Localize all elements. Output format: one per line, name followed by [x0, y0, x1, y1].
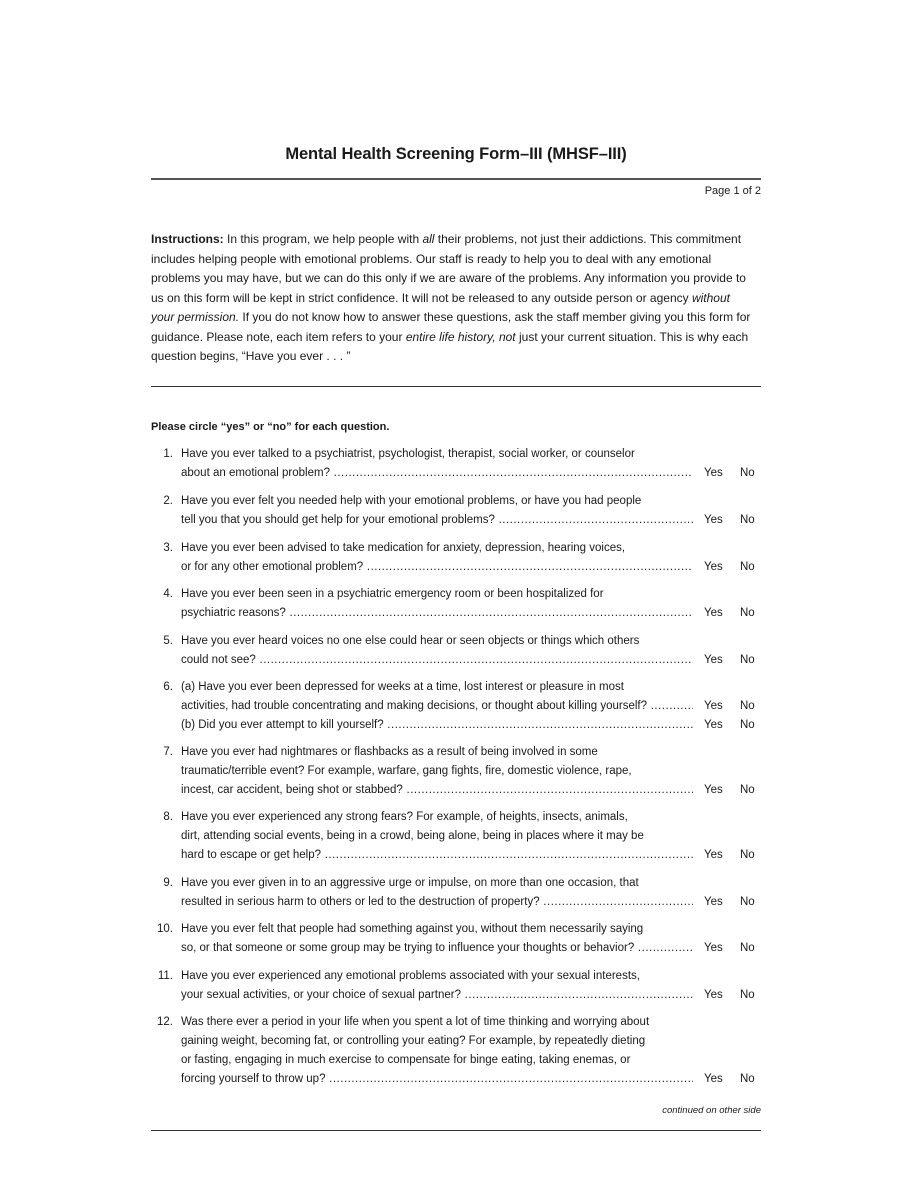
instructions-text-2: their problems, not just their addictions. This commitment includes helping people with emotional problems. Our staff is ready to help you to deal with any emotional problems you may have, but we can do this only if we are aware of the problems. Any information you provide to us on this form will be kept in strict confidence. It will not be released to any outside person or agency: [151, 232, 746, 305]
question-text-line: Have you ever talked to a psychiatrist, psychologist, therapist, social worker, or counselor: [181, 448, 635, 460]
yes-option[interactable]: Yes: [704, 896, 723, 908]
question-text-line: forcing yourself to throw up?: [181, 1073, 326, 1085]
yes-option[interactable]: Yes: [704, 849, 723, 861]
yes-option-6b[interactable]: Yes: [704, 719, 723, 731]
leader-dots: [363, 561, 693, 573]
question-number: 6.: [163, 681, 173, 693]
question-text-line: Have you ever heard voices no one else could hear or seen objects or things which others: [181, 635, 640, 647]
question-text-line: Have you ever been advised to take medication for anxiety, depression, hearing voices,: [181, 542, 626, 554]
question-text-line: Have you ever felt that people had something against you, without them necessarily saying: [181, 923, 644, 935]
question-text-line: psychiatric reasons?: [181, 607, 286, 619]
question-text-line: Have you ever experienced any strong fears? For example, of heights, insects, animals,: [181, 811, 628, 823]
question-text-line: Was there ever a period in your life when you spent a lot of time thinking and worrying about: [181, 1016, 650, 1028]
no-option[interactable]: No: [740, 896, 755, 908]
leader-dots: [403, 784, 693, 796]
yes-option-6a[interactable]: Yes: [704, 700, 723, 712]
yes-option[interactable]: Yes: [704, 607, 723, 619]
no-option[interactable]: No: [740, 989, 755, 1001]
question-number: 8.: [163, 811, 173, 823]
yes-option[interactable]: Yes: [704, 561, 723, 573]
leader-dots: [384, 719, 693, 731]
question-text-line: so, or that someone or some group may be trying to influence your thoughts or behavior?: [181, 942, 635, 954]
question-text-line: could not see?: [181, 654, 256, 666]
instructions-emphasis-3: entire life history, not: [405, 329, 516, 344]
yes-option[interactable]: Yes: [704, 989, 723, 1001]
question-text-line: Have you ever felt you needed help with your emotional problems, or have you had people: [181, 495, 642, 507]
question-number: 7.: [163, 746, 173, 758]
page-indicator: Page 1 of 2: [704, 185, 761, 197]
no-option[interactable]: No: [740, 1073, 755, 1085]
yes-option[interactable]: Yes: [704, 784, 723, 796]
instructions-divider: [151, 386, 761, 387]
leader-dots: [634, 942, 693, 954]
yes-option[interactable]: Yes: [704, 467, 723, 479]
continued-note: continued on other side: [662, 1105, 761, 1116]
question-number: 1.: [163, 448, 173, 460]
question-text-line: about an emotional problem?: [181, 467, 330, 479]
question-text-line: Have you ever been seen in a psychiatric emergency room or been hospitalized for: [181, 588, 604, 600]
instructions-paragraph: [151, 230, 751, 367]
question-text-line: Have you ever given in to an aggressive urge or impulse, on more than one occasion, that: [181, 877, 639, 889]
leader-dots: [495, 514, 693, 526]
yes-option[interactable]: Yes: [704, 942, 723, 954]
circle-instruction: Please circle “yes” or “no” for each question.: [151, 421, 390, 433]
question-number: 9.: [163, 877, 173, 889]
no-option[interactable]: No: [740, 607, 755, 619]
instructions-text-4: just your current situation. This is why each question begins, “Have you ever . . . ”: [151, 329, 749, 363]
question-text-line: dirt, attending social events, being in a crowd, being alone, being in places where it may be: [181, 830, 644, 842]
leader-dots: [540, 896, 693, 908]
leader-dots: [321, 849, 693, 861]
no-option[interactable]: No: [740, 467, 755, 479]
question-text-line: your sexual activities, or your choice of sexual partner?: [181, 989, 461, 1001]
question-number: 3.: [163, 542, 173, 554]
question-number: 2.: [163, 495, 173, 507]
leader-dots: [461, 989, 693, 1001]
no-option-6b[interactable]: No: [740, 719, 755, 731]
question-text-line: gaining weight, becoming fat, or controlling your eating? For example, by repeatedly dieting: [181, 1035, 646, 1047]
instructions-text-3: If you do not know how to answer these questions, ask the staff member giving you this form for guidance. Please note, each item refers to your: [151, 310, 751, 344]
question-text-line: or fasting, engaging in much exercise to compensate for binge eating, taking enemas, or: [181, 1054, 631, 1066]
no-option[interactable]: No: [740, 942, 755, 954]
question-number: 4.: [163, 588, 173, 600]
no-option[interactable]: No: [740, 654, 755, 666]
no-option-6a[interactable]: No: [740, 700, 755, 712]
question-text-line: hard to escape or get help?: [181, 849, 322, 861]
question-number: 10.: [157, 923, 173, 935]
yes-option[interactable]: Yes: [704, 1073, 723, 1085]
page-title: Mental Health Screening Form–III (MHSF–III): [285, 145, 627, 163]
question-number: 12.: [157, 1016, 173, 1028]
question-text-line: activities, had trouble concentrating and making decisions, or thought about killing yourself?: [181, 700, 648, 712]
question-text-line: (b) Did you ever attempt to kill yourself?: [181, 719, 384, 731]
question-text-line: Have you ever had nightmares or flashbacks as a result of being involved in some: [181, 746, 598, 758]
question-text-line: or for any other emotional problem?: [181, 561, 364, 573]
question-text-line: (a) Have you ever been depressed for weeks at a time, lost interest or pleasure in most: [181, 681, 624, 693]
no-option[interactable]: No: [740, 561, 755, 573]
leader-dots: [325, 1073, 693, 1085]
form-page: [151, 0, 761, 1200]
title-divider: [151, 178, 761, 180]
leader-dots: [256, 654, 693, 666]
no-option[interactable]: No: [740, 514, 755, 526]
no-option[interactable]: No: [740, 849, 755, 861]
instructions-emphasis-1: all: [422, 232, 435, 246]
footer-divider: [151, 1130, 761, 1131]
question-text-line: traumatic/terrible event? For example, warfare, gang fights, fire, domestic violence, rape,: [181, 765, 632, 777]
no-option[interactable]: No: [740, 784, 755, 796]
question-text-line: resulted in serious harm to others or led to the destruction of property?: [181, 896, 540, 908]
leader-dots: [647, 700, 693, 712]
yes-option[interactable]: Yes: [704, 654, 723, 666]
question-number: 11.: [157, 970, 173, 982]
instructions-emphasis-2: without your permission.: [151, 290, 730, 324]
leader-dots: [330, 467, 693, 479]
instructions-text-1: In this program, we help people with: [223, 232, 423, 246]
question-number: 5.: [163, 635, 173, 647]
question-text-line: incest, car accident, being shot or stabbed?: [181, 784, 403, 796]
leader-dots: [286, 607, 693, 619]
question-text-line: Have you ever experienced any emotional problems associated with your sexual interests,: [181, 970, 640, 982]
instructions-label: Instructions:: [151, 232, 224, 246]
yes-option[interactable]: Yes: [704, 514, 723, 526]
question-text-line: tell you that you should get help for your emotional problems?: [181, 514, 495, 526]
